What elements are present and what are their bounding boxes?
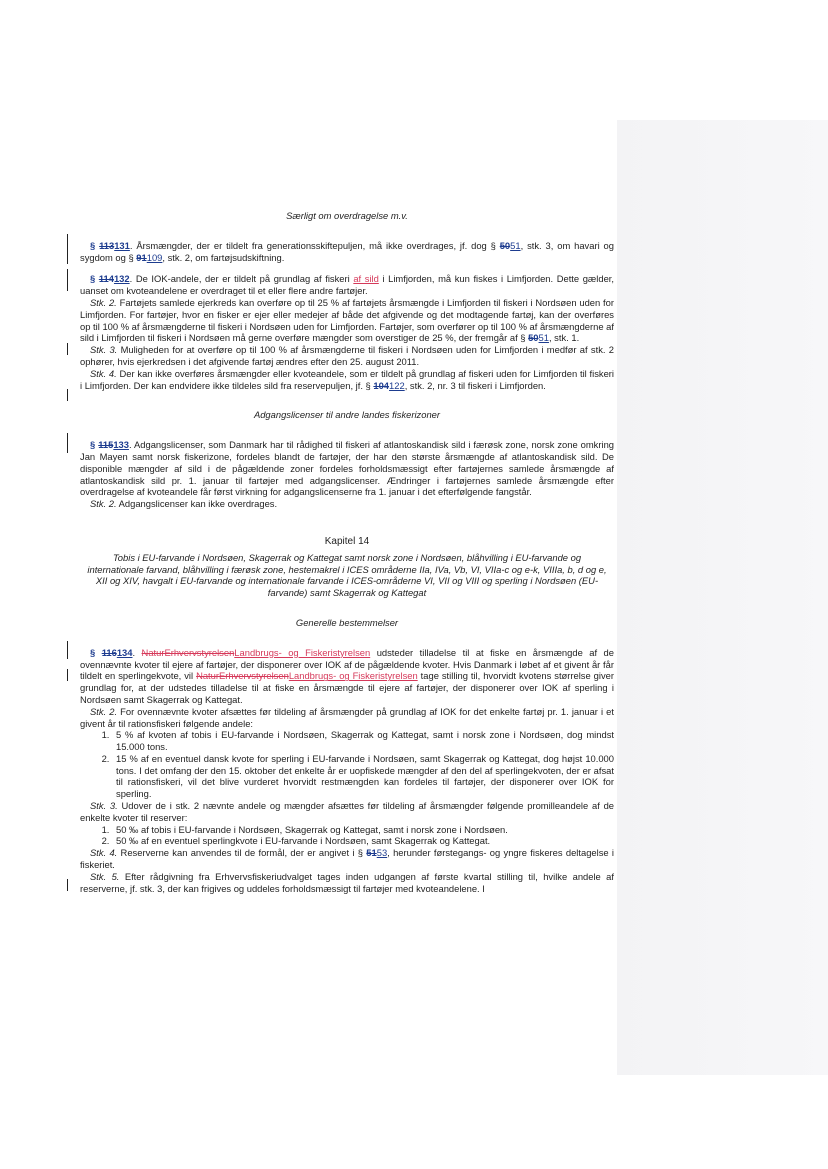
stk-label: Stk. 4. (90, 367, 117, 379)
text: Der kan ikke overføres årsmængder eller kvoteandele, som er tildelt på grundlag af fiskeri uden for Limfjorden til fiskeri i Limfjorden. Der kan endvidere ikke tildeles sild fra reservepuljen, jf. § (80, 367, 614, 391)
text: , herunder førstegangs- og yngre fiskeres deltagelse i fiskeriet. (80, 847, 614, 871)
stk-label: Stk. 3. (90, 800, 118, 812)
deleted-ref: 91 (136, 251, 147, 263)
list-item: 1. 5 % af kvoten af tobis i EU-farvande i Nordsøen, Skagerrak og Kattegat, samt i norsk zone i Nordsøen, dog mindst 15.000 tons. (112, 729, 614, 753)
deleted-text: NaturErhvervstyrelsen (196, 670, 289, 682)
inserted-ref: 122 (389, 379, 405, 391)
list-item: 1. 50 ‰ af tobis i EU-farvande i Nordsøen, Skagerrak og Kattegat, samt i norsk zone i Nordsøen. (112, 824, 614, 836)
inserted-ref: 53 (376, 847, 388, 859)
deleted-number: 116 (101, 646, 117, 658)
inserted-number: 134 (116, 646, 133, 658)
paragraph-131 (80, 240, 614, 264)
list-item: 2. 50 ‰ af en eventuel sperlingkvote i EU-farvande i Nordsøen, samt Skagerrak og Kattegat. (112, 835, 614, 847)
inserted-text: af sild (353, 273, 379, 285)
change-bar (67, 433, 68, 453)
change-bar (67, 641, 68, 659)
text: Fartøjets samlede ejerkreds kan overføre op til 25 % af fartøjets årsmængde i Limfjorden til fiskeri i Nordsøen uden for Limfjorden. For fartøjer, hvor en fisker er ejer eller medejer af både det afgivende og det modtagende fartøj, kan der overføres op til 100 % af årsmængderne til fiskeri i Nordsøen uden for Limfjorden. Fartøjer, som overfører op til 100 % af årsmængderne af sild i Limfjorden til fiskeri i Nordsøen må gerne overføre mængder som overstiger de 25 %, der fremgår af § (80, 296, 614, 344)
text: tage stilling til, hvorvidt kvotens størrelse giver grundlag for, at der udstedes tilladelse til at fiske en årsmængde til ejere af fartøjer, der disponerer over IOK af sperling i Nordsøen samt Skagerrak og Kattegat. (80, 670, 614, 705)
text: , stk. 1. (548, 332, 580, 344)
text: , stk. 2, nr. 3 til fiskeri i Limfjorden. (404, 379, 546, 391)
paragraph-132 (80, 273, 614, 391)
text: Udover de i stk. 2 nævnte andele og mængder afsættes før tildeling af årsmængder følgende promilleandele af de enkelte kvoter til reserver: (80, 800, 614, 823)
inserted-text: Landbrugs- og Fiskeristyrelsen (234, 646, 371, 658)
text: , stk. 2, om fartøjsudskiftning. (162, 251, 285, 263)
deleted-ref: 50 (499, 239, 511, 251)
stk-label: Stk. 2. (90, 296, 117, 308)
inserted-ref: 51 (510, 239, 521, 251)
paragraph-133 (80, 439, 614, 510)
inserted-ref: 51 (538, 332, 549, 344)
text: Adgangslicenser kan ikke overdrages. (116, 498, 278, 510)
section-heading: Særligt om overdragelse m.v. (286, 210, 408, 221)
inserted-text: Landbrugs- og Fiskeristyrelsen (288, 670, 418, 682)
paragraph-134: § 116134. NaturErhvervstyrelsenLandbrugs- og Fiskeristyrelsen udsteder tilladelse til at fiske en årsmængde af de ovennævnte kvoter til ejere af fartøjer, der disponerer over IOK af de pågældende kvoter. Hvis Danmark i løbet af et givent år får tildelt en sperlingekvote, vil NaturErhvervstyrelsenLandbrugs- og Fiskeristyrelsen tage stilling til, hvorvidt kvotens størrelse giver grundlag for, at der udstedes tilladelse til at fiske en årsmængde til ejere af fartøjer, der disponerer over IOK af sperling i Nordsøen samt Skagerrak og Kattegat. Stk. 2. For ovennævnte kvoter afsættes før tildeling af årsmængder på grundlag af IOK for det enkelte fartøj pr. 1. januar i et givent år til rationsfiskeri følgende andele: 1. 5 % af kvoten af tobis i EU-farvande i Nordsøen, Skagerrak og Kattegat, samt i norsk zone i Nordsøen, dog mindst 15.000 tons. 2. 15 % af en eventuel dansk kvote for sperling i EU-farvande i Nordsøen, samt Skagerrak og Kattegat, dog højst 10.000 tons. I det omfang der den 15. oktober det enkelte år er uopfiskede mængder af den del af sperlingekvoten, der er afsat til rationsfiskeri, vil det blive vurderet hvorvidt restmængden kan fordeles til fartøjer, der disponerer over IOK for sperling. Stk. 3. Udover de i stk. 2 nævnte andele og mængder afsættes før tildeling af årsmængder følgende promilleandele af de enkelte kvoter til reserver: 1. 50 ‰ af tobis i EU-farvande i Nordsøen, Skagerrak og Kattegat, samt i norsk zone i Nordsøen. 2. 50 ‰ af en eventuel sperlingkvote i EU-farvande i Nordsøen, samt Skagerrak og Kattegat. Stk. 4. Reserverne kan anvendes til de formål, der er angivet i § 5153, herunder førstegangs- og yngre fiskeres deltagelse i fiskeriet. Stk. 5. Efter rådgivning fra Erhvervsfiskeriudvalget tages inden udgangen af første kvartal stilling til, hvilke andele af reserverne, jf. stk. 3, der kan frigives og uddeles forholdsmæssigt til fartøjer med kvoteandelene. I (80, 647, 614, 895)
text: Efter rådgivning fra Erhvervsfiskeriudvalget tages inden udgangen af første kvartal stilling til, hvilke andele af reserverne, jf. stk. 3, der kan frigives og uddeles forholdsmæssigt til fartøjer med kvoteandelene. I (80, 870, 615, 894)
list-item: 2. 15 % af en eventuel dansk kvote for sperling i EU-farvande i Nordsøen, samt Skagerrak og Kattegat, dog højst 10.000 tons. I det omfang der den 15. oktober det enkelte år er uopfiskede mængder af den del af sperlingekvoten, der er afsat til rationsfiskeri, vil det blive vurderet hvorvidt restmængden kan fordeles til fartøjer, der disponerer over IOK for sperling. (112, 753, 614, 800)
text: Reserverne kan anvendes til de formål, der er angivet i § (117, 847, 367, 859)
chapter-title: Tobis i EU-farvande i Nordsøen, Skagerrak og Kattegat samt norsk zone i Nordsøen, blåhvilling i EU-farvande og internationale farvand, blåhvilling i færøsk zone, hestemakrel i ICES områderne IIa, IVa, Vb, VI, VIIa-c og e-k, VIIIa, b, d og e, XII og XIV, havgalt i EU-farvande og internationale farvande i ICES-områderne VI, VII og VIII og sperling i Nordsøen (EU-farvande) samt Skagerrak og Kattegat (87, 551, 607, 599)
text: For ovennævnte kvoter afsættes før tildeling af årsmængder på grundlag af IOK for det enkelte fartøj pr. 1. januar i et givent år til rationsfiskeri følgende andele: (80, 705, 614, 729)
inserted-number: 133 (113, 439, 129, 451)
section-number: § 116134 (90, 646, 133, 658)
change-bar (67, 234, 68, 264)
change-bar (67, 269, 68, 291)
text: . De IOK-andele, der er tildelt på grundlag af fiskeri (129, 273, 354, 285)
comment-margin-pane (617, 120, 828, 1075)
stk2-list (80, 729, 614, 800)
section-heading: Adgangslicenser til andre landes fiskerizoner (253, 409, 441, 421)
stk-label: Stk. 2. (90, 498, 117, 510)
deleted-ref: 51 (366, 847, 377, 859)
stk-label: Stk. 3. (90, 344, 118, 356)
deleted-ref: 50 (528, 332, 539, 344)
inserted-number: 131 (114, 239, 130, 251)
change-bar (67, 669, 68, 681)
text: Muligheden for at overføre op til 100 % af årsmængderne til fiskeri i Nordsøen uden for Limfjorden i medfør af stk. 2 ophører, hvis ejerkredsen i det afgivende fartøj ændres efter den 25. august 2011. (80, 344, 615, 367)
document-page (80, 210, 614, 894)
deleted-ref: 104 (373, 379, 390, 391)
deleted-number: 114 (98, 273, 114, 285)
text: udsteder tilladelse til at fiske en årsmængde af de ovennævnte kvoter til ejere af fartøjer, der disponerer over IOK af de pågældende kvoter. Hvis Danmark i løbet af et givent år får tildelt en sperlingekvote, vil (80, 646, 614, 682)
change-bar (67, 389, 68, 401)
change-bar (67, 343, 68, 355)
deleted-number: 113 (99, 239, 115, 251)
inserted-ref: 109 (146, 251, 163, 263)
deleted-number: 115 (98, 439, 114, 451)
deleted-text: NaturErhvervstyrelsen (141, 646, 235, 658)
stk-label: Stk. 5. (90, 870, 120, 882)
chapter-number: Kapitel 14 (324, 535, 370, 547)
text: . Adgangslicenser, som Danmark har til rådighed til fiskeri af atlantoskandisk sild i færøsk zone, norsk zone omkring Jan Mayen samt norsk fiskerizone, fordeles blandt de fartøjer, der har den største årsmængde af atlantoskandisk sild. De disponible mængder af sild i de pågældende zoner fordeles forholdsmæssigt efter fartøjernes samlede årsmængde af atlantoskandisk sild pr. 1. januar til fartøjer med adgangslicenser. Ændringer i fartøjernes samlede årsmængde efter overdragelse af kvoteandele får først virkning for adgangslicenserne fra 1. januar i det efterfølgende fangstår. (80, 439, 614, 498)
section-number: § 114132 (90, 273, 130, 285)
stk3-list (80, 824, 614, 848)
section-number: § 115133 (90, 439, 129, 451)
text: . Årsmængder, der er tildelt fra generationsskiftepuljen, må ikke overdrages, jf. dog § (129, 239, 500, 251)
stk-label: Stk. 2. (90, 705, 118, 717)
text: , stk. 3, om havari og sygdom og § (80, 239, 614, 263)
inserted-number: 132 (113, 273, 130, 285)
section-heading: Generelle bestemmelser (295, 616, 399, 628)
stk-label: Stk. 4. (90, 847, 118, 859)
change-bar (67, 879, 68, 891)
section-number: § 113131 (90, 239, 130, 251)
text: i Limfjorden, må kun fiskes i Limfjorden. Dette gælder, uanset om kvoteandelene er overdraget til et eller flere andre fartøjer. (80, 273, 614, 297)
